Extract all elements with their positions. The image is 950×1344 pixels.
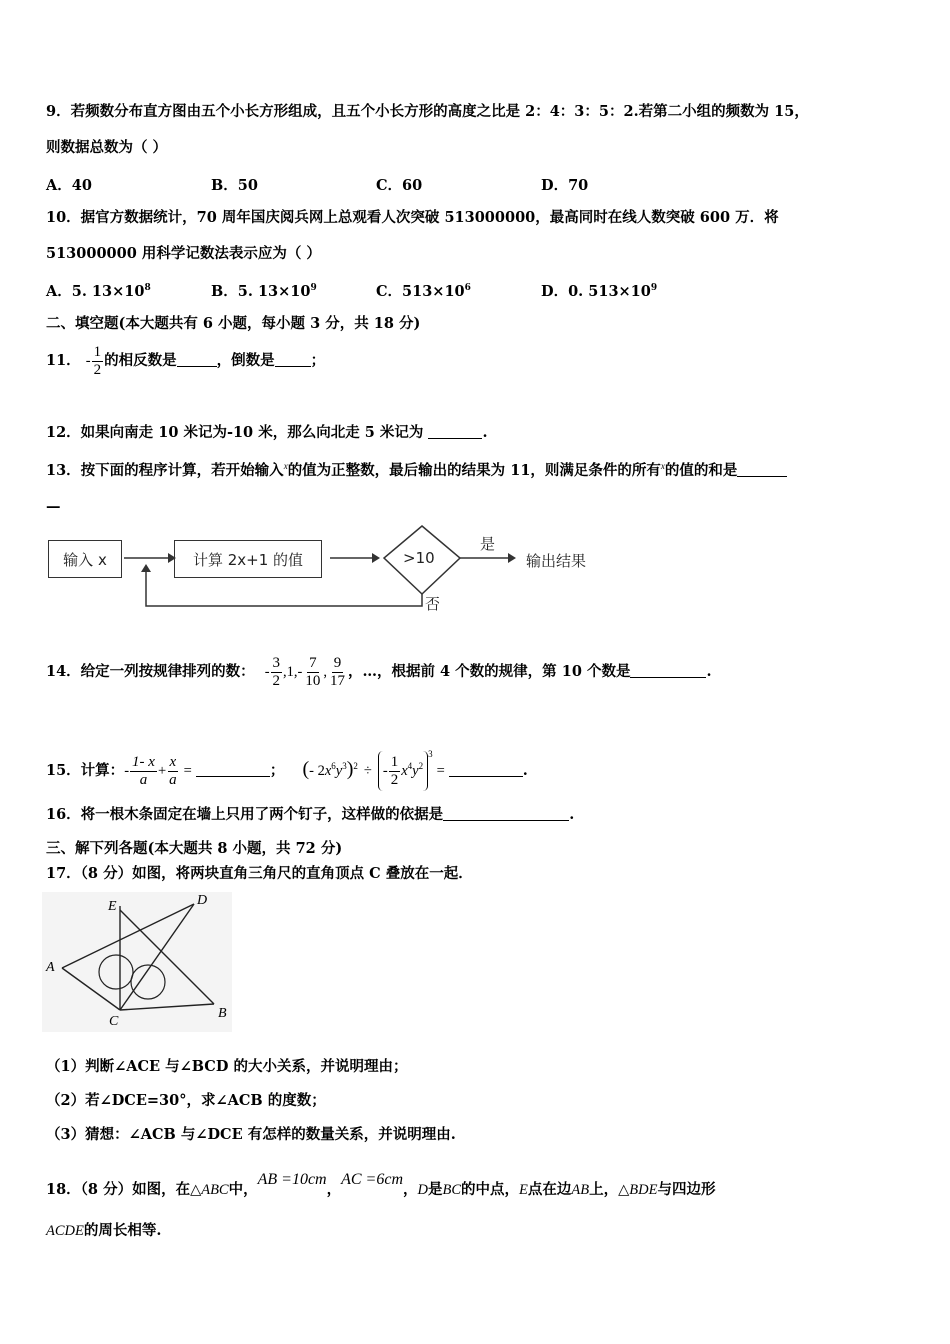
q10-line1: 10．据官方数据统计，70 周年国庆阅兵网上总观看人次突破 513000000，最高同时在线人数突破 600 万．将 (46, 209, 779, 226)
q15-answer-blank-2[interactable] (449, 762, 523, 777)
flow-condition: >10 (403, 549, 435, 567)
q11: 11． - $\frac{1}{2}$ 的相反数是 ，倒数是 ； (46, 343, 326, 378)
q15-frac-3: $\frac{1}{2}$ (390, 753, 399, 788)
flow-output: 输出结果 (526, 552, 587, 570)
q15-answer-blank-1[interactable] (196, 762, 270, 777)
q17-part1: （1）判断∠ACE 与∠BCD 的大小关系，并说明理由； (46, 1058, 408, 1075)
q16: 16．将一根木条固定在墙上只用了两个钉子，这样做的依据是 . (46, 806, 575, 823)
flow-calc-box: 计算 2x+1 的值 (174, 540, 322, 578)
q10-line2: 513000000 用科学记数法表示应为（ ） (46, 245, 321, 262)
q14-answer-blank[interactable] (630, 663, 706, 678)
label-E: E (108, 899, 117, 914)
q9-line1: 9．若频数分布直方图由五个小长方形组成，且五个小长方形的高度之比是 2：4：3：5：2.若第二小组的频数为 15， (46, 103, 809, 120)
q13-line2: — (46, 498, 61, 515)
q11-answer-blank-2[interactable] (275, 352, 311, 367)
q18-ab-length: AB =10cm (257, 1171, 327, 1188)
q9-option-b: B．50 (211, 177, 258, 194)
label-B: B (218, 1006, 227, 1021)
q11-minus: - (85, 353, 91, 369)
q17-title: 17．（8 分）如图，将两块直角三角尺的直角顶点 C 叠放在一起． (46, 865, 473, 882)
q9-option-d: D．70 (541, 177, 589, 194)
section2-heading: 二、填空题(本大题共有 6 小题，每小题 3 分，共 18 分) (46, 315, 421, 332)
section3-heading: 三、解下列各题(本大题共 8 小题，共 72 分) (46, 840, 343, 857)
label-A: A (46, 960, 55, 975)
q13-answer-blank[interactable] (737, 462, 787, 477)
label-D: D (197, 893, 208, 908)
q12-answer-blank[interactable] (428, 424, 482, 439)
q17-part3: （3）猜想：∠ACB 与∠DCE 有怎样的数量关系，并说明理由. (46, 1126, 456, 1143)
q11-fraction: $\frac{1}{2}$ (93, 343, 102, 378)
flow-input-box: 输入 x (48, 540, 122, 578)
q9-option-c: C．60 (376, 177, 423, 194)
q17-part2: （2）若∠DCE=30°，求∠ACB 的度数； (46, 1092, 326, 1109)
q16-answer-blank[interactable] (443, 806, 569, 821)
q18-line1: 18．（8 分）如图，在△ABC中，AB =10cm，AC =6cm，D是BC的中点，E点在边AB上，△BDE与四边形 (46, 1171, 716, 1198)
q15: 15．计算：- $\frac{1- x}{a}$ + $\frac{x}{a}$ = ； (- $2x^6y^3)^2$ ÷ - $\frac{1}{2}$ $x^4y^{23}=$ . (46, 722, 528, 803)
q15-frac-1: $\frac{1- x}{a}$ (132, 753, 155, 788)
flow-yes-label: 是 (480, 535, 496, 553)
q13-line1: 13．按下面的程序计算，若开始输入$^x$的值为正整数，最后输出的结果为 11，则满足条件的所有$^x$的值的和是 (46, 456, 787, 481)
q10-option-a: A．5. $13\times 10^8$ (46, 283, 151, 300)
q14: 14．给定一列按规律排列的数： - $\frac{3}{2}$ ,1,- $\frac{7}{10}$ , $\frac{9}{17}$ ，…，根据前 4 个数的规律，第 10 个数是 . (46, 654, 712, 689)
q14-frac-3: $\frac{9}{17}$ (330, 654, 345, 689)
q10-option-d: D．0. $513\times 10^9$ (541, 283, 658, 300)
q10-option-b: B．5. $13\times 10^9$ (211, 283, 317, 300)
q11-answer-blank-1[interactable] (177, 352, 217, 367)
q12: 12．如果向南走 10 米记为-10 米，那么向北走 5 米记为 . (46, 424, 488, 441)
q14-frac-1: $\frac{3}{2}$ (272, 654, 281, 689)
label-C: C (109, 1014, 119, 1029)
q18-line2: ACDE的周长相等. (46, 1222, 162, 1239)
q17-figure (42, 892, 232, 1032)
q10-option-c: C．$513\times 10^6$ (376, 283, 471, 300)
q9-option-a: A．40 (46, 177, 92, 194)
q9-line2: 则数据总数为（ ） (46, 139, 168, 156)
flow-no-label: 否 (425, 595, 441, 613)
q18-ac-length: AC =6cm (341, 1171, 404, 1188)
q14-frac-2: $\frac{7}{10}$ (305, 654, 321, 689)
q15-frac-2: $\frac{x}{a}$ (169, 753, 177, 788)
